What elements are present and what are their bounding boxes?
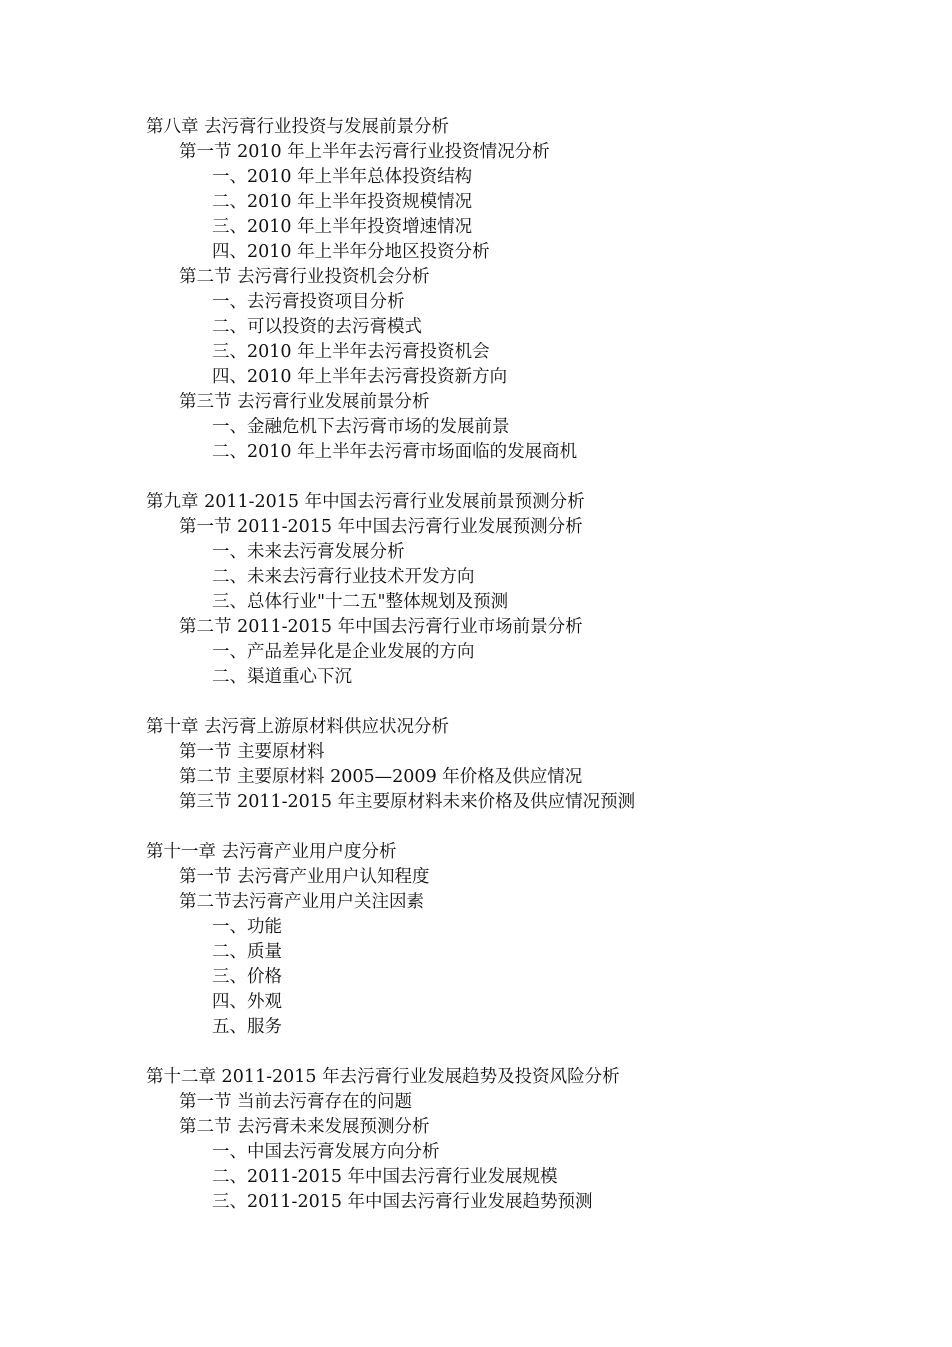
- subsection-item: 三、2010 年上半年投资增速情况: [212, 217, 473, 237]
- subsection-item: 二、2011-2015 年中国去污膏行业发展规模: [212, 1167, 558, 1187]
- subsection-item: 四、2010 年上半年分地区投资分析: [212, 242, 490, 262]
- subsection-item: 二、2010 年上半年投资规模情况: [212, 192, 473, 212]
- subsection-item: 二、可以投资的去污膏模式: [212, 317, 422, 337]
- subsection-item: 一、金融危机下去污膏市场的发展前景: [212, 417, 510, 437]
- subsection-item: 三、总体行业"十二五"整体规划及预测: [212, 592, 509, 612]
- subsection-item: 一、产品差异化是企业发展的方向: [212, 642, 475, 662]
- chapter-heading: 第八章 去污膏行业投资与发展前景分析: [146, 117, 450, 137]
- section-heading: 第一节 2010 年上半年去污膏行业投资情况分析: [179, 142, 550, 162]
- subsection-item: 一、中国去污膏发展方向分析: [212, 1142, 440, 1162]
- subsection-item: 五、服务: [212, 1017, 282, 1037]
- section-heading: 第一节 去污膏产业用户认知程度: [179, 867, 430, 887]
- section-heading: 第二节去污膏产业用户关注因素: [179, 892, 424, 912]
- section-heading: 第二节 主要原材料 2005—2009 年价格及供应情况: [179, 767, 583, 787]
- subsection-item: 三、2010 年上半年去污膏投资机会: [212, 342, 490, 362]
- subsection-item: 二、质量: [212, 942, 282, 962]
- chapter-spacer: [146, 690, 906, 715]
- section-heading: 第三节 去污膏行业发展前景分析: [179, 392, 430, 412]
- section-heading: 第二节 2011-2015 年中国去污膏行业市场前景分析: [179, 617, 583, 637]
- section-heading: 第二节 去污膏未来发展预测分析: [179, 1117, 430, 1137]
- subsection-item: 三、2011-2015 年中国去污膏行业发展趋势预测: [212, 1192, 593, 1212]
- section-heading: 第一节 当前去污膏存在的问题: [179, 1092, 413, 1112]
- section-heading: 第三节 2011-2015 年主要原材料未来价格及供应情况预测: [179, 792, 636, 812]
- chapter-heading: 第十章 去污膏上游原材料供应状况分析: [146, 717, 450, 737]
- section-heading: 第一节 2011-2015 年中国去污膏行业发展预测分析: [179, 517, 583, 537]
- table-of-contents: [146, 115, 906, 1215]
- subsection-item: 二、未来去污膏行业技术开发方向: [212, 567, 475, 587]
- subsection-item: 一、功能: [212, 917, 282, 937]
- subsection-item: 四、2010 年上半年去污膏投资新方向: [212, 367, 508, 387]
- chapter-heading: 第十一章 去污膏产业用户度分析: [146, 842, 397, 862]
- subsection-item: 一、去污膏投资项目分析: [212, 292, 405, 312]
- subsection-item: 三、价格: [212, 967, 282, 987]
- chapter-spacer: [146, 1040, 906, 1065]
- chapter-heading: 第十二章 2011-2015 年去污膏行业发展趋势及投资风险分析: [146, 1067, 620, 1087]
- chapter-heading: 第九章 2011-2015 年中国去污膏行业发展前景预测分析: [146, 492, 585, 512]
- subsection-item: 一、2010 年上半年总体投资结构: [212, 167, 473, 187]
- chapter-spacer: [146, 465, 906, 490]
- subsection-item: 二、渠道重心下沉: [212, 667, 352, 687]
- section-heading: 第一节 主要原材料: [179, 742, 325, 762]
- subsection-item: 一、未来去污膏发展分析: [212, 542, 405, 562]
- section-heading: 第二节 去污膏行业投资机会分析: [179, 267, 430, 287]
- subsection-item: 二、2010 年上半年去污膏市场面临的发展商机: [212, 442, 578, 462]
- chapter-spacer: [146, 815, 906, 840]
- subsection-item: 四、外观: [212, 992, 282, 1012]
